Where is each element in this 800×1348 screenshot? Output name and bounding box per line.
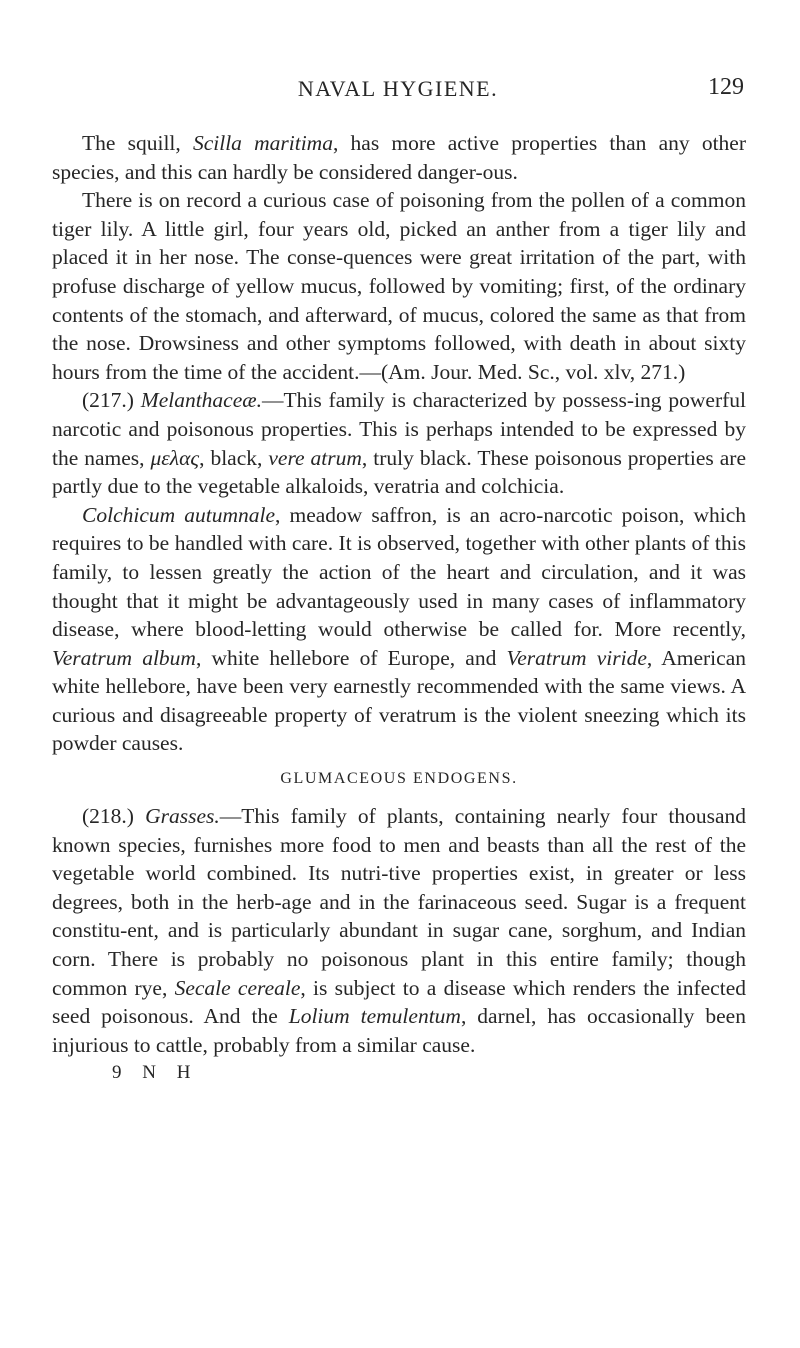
italic-term: Lolium temulentum (288, 1004, 461, 1029)
text-run: (217.) (82, 388, 141, 413)
page-number: 129 (708, 74, 744, 100)
text-run: , black, (199, 445, 269, 470)
italic-term: Veratrum viride (506, 645, 647, 670)
text-run: , American white hellebore, have been very earnestly recommended with the same views. A curious and disagreeable property of veratrum is the violent sneezing which its powder causes. (52, 645, 746, 756)
text-run: The squill, (82, 131, 193, 155)
text-run: , meadow saffron, is an acro-narcotic poison, which requires to be handled with care. It is observed, together with other plants of this family, to lessen greatly the action of the heart and circulation, and it was thought that it might be advantageously used in many cases of inflammatory disease, where blood-letting would otherwise be called for. More recently, (52, 502, 746, 642)
text-run: , has more active properties than any other species, and this can hardly be considered danger-ous. (52, 131, 746, 184)
italic-term: Veratrum album (52, 645, 196, 670)
paragraph (52, 386, 746, 500)
text-run: There is on record a curious case of poisoning from the pollen of a common tiger lily. A little girl, four years old, picked an anther from a tiger lily and placed it in her nose. The conse-quences were great irritation of the part, with profuse discharge of yellow mucus, followed by vomiting; first, of the ordinary contents of the stomach, and afterward, of mucus, colored the same as that from the nose. Drowsiness and other symptoms followed, with death in about sixty hours from the time of the accident.—(Am. Jour. Med. Sc., vol. xlv, 271.) (52, 188, 746, 384)
text-run: —This family of plants, containing nearly four thousand known species, furnishes more food to men and beasts than all the rest of the vegetable world combined. Its nutri-tive properties exist, in greater or less degrees, both in the herb-age and in the farinaceous seed. Sugar is a frequent constitu-ent, and is particularly abundant in sugar cane, sorghum, and Indian corn. There is probably no poisonous plant in this entire family; though common rye, (52, 804, 746, 1000)
paragraphs-after (52, 802, 746, 1059)
text-run: —This family is characterized by possess-ing powerful narcotic and poisonous properties. This is perhaps intended to be expressed by the names, (52, 388, 746, 470)
paragraphs-before (52, 129, 746, 758)
running-head (52, 68, 744, 108)
paragraph (52, 501, 746, 758)
italic-term: Colchicum autumnale (82, 502, 276, 527)
italic-term: Grasses. (145, 804, 220, 829)
text-run: , truly black. These poisonous properties are partly due to the vegetable alkaloids, veratria and colchicia. (52, 445, 746, 499)
text-run: (218.) (82, 804, 146, 829)
text-run: , darnel, has occasionally been injurious to cattle, probably from a similar cause. (52, 1004, 746, 1057)
italic-term: Scilla maritima (192, 131, 333, 155)
running-title: NAVAL HYGIENE. (297, 76, 499, 101)
section-heading: GLUMACEOUS ENDOGENS. (280, 770, 518, 788)
italic-term: Secale cereale (174, 975, 301, 1000)
paragraph (52, 129, 746, 186)
paragraph (52, 802, 746, 1059)
italic-term: Melanthaceæ. (140, 388, 262, 413)
signature-mark: 9 N H (112, 1062, 199, 1084)
italic-term: μελας (150, 445, 200, 470)
body-text (52, 129, 746, 1087)
text-run: , is subject to a disease which renders the infected seed poisonous. And the (52, 975, 746, 1029)
italic-term: vere atrum (268, 445, 362, 470)
text-run: , white hellebore of Europe, and (195, 645, 507, 670)
paragraph (52, 186, 746, 386)
